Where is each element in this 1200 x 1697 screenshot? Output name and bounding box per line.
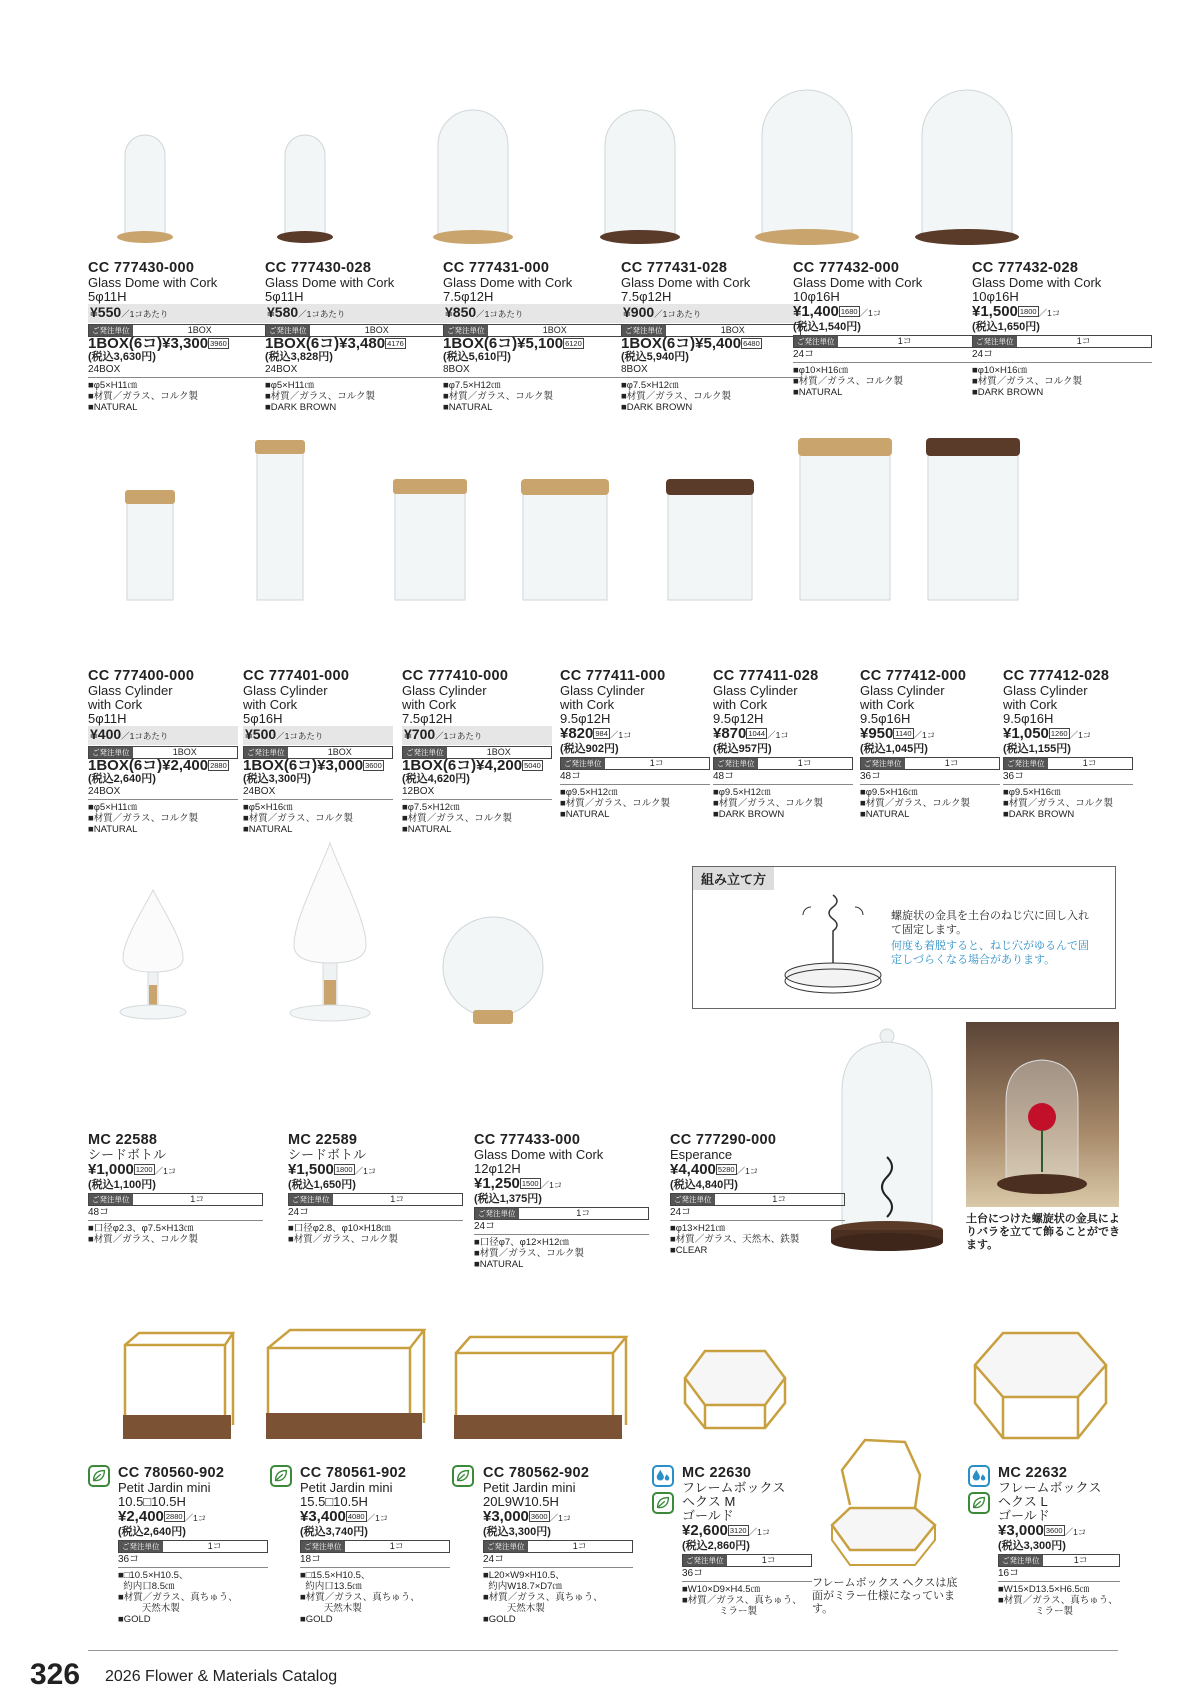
product-name: 7.5φ12H: [402, 711, 453, 726]
product-name: Petit Jardin mini: [118, 1480, 211, 1495]
catalog-title: 2026 Flower & Materials Catalog: [105, 1668, 338, 1685]
product-name: 5φ11H: [88, 289, 127, 304]
rose-caption: 土台につけた螺旋状の金具によりバラを立てて飾ることができます。: [966, 1213, 1120, 1251]
product-name: with Cork: [243, 697, 298, 712]
product-code: CC 777410-000: [402, 668, 509, 684]
case-quantity: 48コ: [88, 1207, 263, 1221]
case-quantity: 8BOX: [621, 364, 801, 378]
product-name: with Cork: [88, 697, 143, 712]
glass-dome-medium-brown-image: [585, 100, 695, 245]
product-code: CC 777432-000: [793, 260, 900, 276]
product-code: CC 780562-902: [483, 1465, 590, 1481]
product-code: CC 777431-000: [443, 260, 550, 276]
product-5: [972, 260, 1152, 398]
unit-price: ¥3,400 4080 ／1コ: [300, 1508, 389, 1525]
product-specs: ■φ9.5×H12㎝ ■材質／ガラス、コルク製 ■DARK BROWN: [713, 787, 824, 820]
case-quantity: 36コ: [118, 1554, 268, 1568]
tax-included-price: (税込3,828円): [265, 351, 333, 363]
product-10: [713, 668, 853, 820]
tax-included-price: (税込5,610円): [443, 351, 511, 363]
product-name: Esperance: [670, 1147, 733, 1162]
product-specs: ■W15×D13.5×H6.5㎝ ■材質／ガラス、真ちゅう、 ミラー製: [998, 1584, 1118, 1617]
tax-included-price: (税込4,840円): [670, 1179, 738, 1191]
order-unit: ご発注単位 1BOX: [443, 324, 623, 337]
case-quantity: 12BOX: [402, 786, 552, 800]
product-name: ゴールド: [998, 1508, 1050, 1523]
product-name: ゴールド: [682, 1508, 734, 1523]
product-specs: ■φ13×H21㎝ ■材質／ガラス、天然木、鉄製 ■CLEAR: [670, 1223, 800, 1256]
order-unit: ご発注単位 1コ: [560, 757, 710, 770]
tax-included-price: (税込5,940円): [621, 351, 689, 363]
tax-included-price: (税込3,300円): [998, 1540, 1066, 1552]
unit-price: ¥580／1コあたり: [265, 304, 445, 323]
product-9: [560, 668, 710, 820]
product-code: CC 777432-028: [972, 260, 1079, 276]
unit-price: ¥900／1コあたり: [621, 304, 801, 323]
product-specs: ■□10.5×H10.5、 約内口8.5㎝ ■材質／ガラス、真ちゅう、 天然木製 ■GOLD: [118, 1570, 238, 1625]
product-specs: ■φ7.5×H12㎝ ■材質／ガラス、コルク製 ■NATURAL: [402, 802, 513, 835]
product-11: [860, 668, 1000, 820]
product-code: CC 777412-028: [1003, 668, 1110, 684]
product-name: Glass Cylinder: [402, 683, 487, 698]
water-drop-icon: [652, 1465, 674, 1487]
case-quantity: 36コ: [1003, 771, 1133, 785]
footer-rule: [88, 1650, 1118, 1651]
product-name: 9.5φ12H: [713, 711, 764, 726]
unit-price: ¥3,000 3600 ／1コ: [483, 1508, 572, 1525]
product-name: 7.5φ12H: [443, 289, 494, 304]
glass-dome-large-brown-image: [902, 85, 1032, 245]
hex-box-l-image: [963, 1323, 1118, 1448]
order-unit: ご発注単位 1コ: [998, 1554, 1120, 1567]
glass-cylinder-1-image: [115, 485, 185, 605]
unit-price: ¥2,400 2880 ／1コ: [118, 1508, 207, 1525]
order-unit: ご発注単位 1コ: [670, 1193, 845, 1206]
unit-price: ¥700／1コあたり: [402, 726, 552, 745]
tax-included-price: (税込1,155円): [1003, 743, 1071, 755]
product-specs: ■口径φ7、φ12×H12㎝ ■材質／ガラス、コルク製 ■NATURAL: [474, 1237, 585, 1270]
assembly-text: 螺旋状の金具を土台のねじ穴に回し入れて固定します。: [891, 910, 1089, 936]
product-code: MC 22630: [682, 1465, 752, 1481]
glass-cylinder-5-image: [660, 475, 760, 605]
product-name: 5φ16H: [243, 711, 283, 726]
case-quantity: 16コ: [998, 1568, 1120, 1582]
order-unit: ご発注単位 1コ: [793, 335, 973, 348]
case-quantity: 24コ: [483, 1554, 633, 1568]
box-price: 1BOX(6コ)¥3,480 4176: [265, 335, 404, 352]
tax-included-price: (税込3,300円): [483, 1526, 551, 1538]
product-name: 9.5φ16H: [1003, 711, 1054, 726]
product-specs: ■φ10×H16㎝ ■材質／ガラス、コルク製 ■DARK BROWN: [972, 365, 1083, 398]
product-code: CC 777290-000: [670, 1132, 777, 1148]
product-name: Glass Dome with Cork: [474, 1147, 604, 1162]
unit-price: ¥1,500 1800 ／1コ: [288, 1161, 377, 1178]
glass-dome-small-natural-image: [100, 120, 190, 245]
tax-included-price: (税込957円): [713, 743, 772, 755]
product-7: [243, 668, 393, 835]
product-name: シードボトル: [88, 1147, 167, 1162]
product-17: [118, 1465, 268, 1625]
tax-included-price: (税込902円): [560, 743, 619, 755]
eco-leaf-icon: [968, 1492, 990, 1514]
unit-price: ¥550／1コあたり: [88, 304, 268, 323]
order-unit: ご発注単位 1BOX: [621, 324, 801, 337]
unit-price: ¥4,400 5280 ／1コ: [670, 1161, 759, 1178]
unit-price: ¥820 984 ／1コ: [560, 725, 632, 742]
product-name: Glass Cylinder: [713, 683, 798, 698]
product-specs: ■φ5×H16㎝ ■材質／ガラス、コルク製 ■NATURAL: [243, 802, 354, 835]
product-name: Glass Dome with Cork: [265, 275, 395, 290]
rose-dome-photo: [966, 1022, 1119, 1207]
order-unit: ご発注単位 1コ: [713, 757, 853, 770]
product-specs: ■φ7.5×H12㎝ ■材質／ガラス、コルク製 ■NATURAL: [443, 380, 554, 413]
case-quantity: 8BOX: [443, 364, 623, 378]
product-name: Glass Cylinder: [243, 683, 328, 698]
order-unit: ご発注単位 1BOX: [265, 324, 445, 337]
product-name: Glass Dome with Cork: [88, 275, 218, 290]
product-6: [88, 668, 238, 835]
product-name: Petit Jardin mini: [483, 1480, 576, 1495]
product-code: CC 777431-028: [621, 260, 728, 276]
product-code: CC 777433-000: [474, 1132, 581, 1148]
order-unit: ご発注単位 1コ: [860, 757, 1000, 770]
order-unit: ご発注単位 1コ: [483, 1540, 633, 1553]
product-2: [443, 260, 623, 413]
product-specs: ■□15.5×H10.5、 約内口13.5㎝ ■材質／ガラス、真ちゅう、 天然木製 ■GOLD: [300, 1570, 420, 1625]
tax-included-price: (税込2,860円): [682, 1540, 750, 1552]
product-19: [483, 1465, 633, 1625]
product-18: [300, 1465, 450, 1625]
product-code: CC 780560-902: [118, 1465, 225, 1481]
product-name: Glass Cylinder: [1003, 683, 1088, 698]
unit-price: ¥1,050 1260 ／1コ: [1003, 725, 1092, 742]
product-name: Glass Cylinder: [560, 683, 645, 698]
order-unit: ご発注単位 1BOX: [88, 324, 268, 337]
product-name: 15.5□10.5H: [300, 1494, 368, 1509]
case-quantity: 24BOX: [88, 786, 238, 800]
tax-included-price: (税込1,100円): [88, 1179, 156, 1191]
unit-price: ¥1,000 1200 ／1コ: [88, 1161, 177, 1178]
product-code: CC 777401-000: [243, 668, 350, 684]
product-name: 5φ11H: [88, 711, 127, 726]
product-specs: ■φ9.5×H16㎝ ■材質／ガラス、コルク製 ■DARK BROWN: [1003, 787, 1114, 820]
tax-included-price: (税込1,540円): [793, 321, 861, 333]
product-14: [288, 1132, 463, 1245]
order-unit: ご発注単位 1BOX: [88, 746, 238, 759]
case-quantity: 24コ: [793, 349, 973, 363]
product-name: シードボトル: [288, 1147, 367, 1162]
product-12: [1003, 668, 1133, 820]
product-specs: ■W10×D9×H4.5㎝ ■材質／ガラス、真ちゅう、 ミラー製: [682, 1584, 802, 1617]
unit-price: ¥1,500 1800 ／1コ: [972, 303, 1061, 320]
product-specs: ■φ9.5×H16㎝ ■材質／ガラス、コルク製 ■NATURAL: [860, 787, 971, 820]
order-unit: ご発注単位 1コ: [474, 1207, 649, 1220]
tax-included-price: (税込1,650円): [288, 1179, 356, 1191]
case-quantity: 48コ: [560, 771, 710, 785]
product-name: フレームボックス: [682, 1480, 786, 1495]
box-price: 1BOX(6コ)¥3,000 3600: [243, 757, 382, 774]
hex-caption: フレームボックス ヘクスは底面がミラー仕様になっています。: [812, 1577, 958, 1615]
product-code: MC 22589: [288, 1132, 358, 1148]
case-quantity: 48コ: [713, 771, 853, 785]
product-name: with Cork: [860, 697, 915, 712]
product-name: Glass Dome with Cork: [793, 275, 923, 290]
case-quantity: 24コ: [288, 1207, 463, 1221]
product-code: CC 777400-000: [88, 668, 195, 684]
tax-included-price: (税込3,740円): [300, 1526, 368, 1538]
glass-dome-large-natural-image: [742, 85, 872, 245]
box-price: 1BOX(6コ)¥2,400 2880: [88, 757, 227, 774]
unit-price: ¥870 1044 ／1コ: [713, 725, 789, 742]
product-name: フレームボックス: [998, 1480, 1102, 1495]
product-code: CC 780561-902: [300, 1465, 407, 1481]
product-name: 5φ11H: [265, 289, 304, 304]
assembly-warning: 何度も着脱すると、ねじ穴がゆるんで固定しづらくなる場合があります。: [891, 940, 1089, 966]
product-specs: ■φ9.5×H12㎝ ■材質／ガラス、コルク製 ■NATURAL: [560, 787, 671, 820]
order-unit: ご発注単位 1コ: [682, 1554, 812, 1567]
glass-cylinder-4-image: [515, 475, 615, 605]
order-unit: ご発注単位 1BOX: [402, 746, 552, 759]
product-name: Glass Dome with Cork: [443, 275, 573, 290]
case-quantity: 36コ: [860, 771, 1000, 785]
product-1: [265, 260, 445, 413]
product-name: 20L9W10.5H: [483, 1494, 559, 1509]
product-specs: ■口径φ2.3、φ7.5×H13㎝ ■材質／ガラス、コルク製: [88, 1223, 199, 1245]
tax-included-price: (税込1,045円): [860, 743, 928, 755]
water-drop-icon: [968, 1465, 990, 1487]
product-name: with Cork: [402, 697, 457, 712]
unit-price: ¥950 1140 ／1コ: [860, 725, 936, 742]
product-name: 10φ16H: [972, 289, 1019, 304]
petit-jardin-medium-image: [260, 1318, 430, 1445]
case-quantity: 18コ: [300, 1554, 450, 1568]
product-21: [998, 1465, 1120, 1617]
glass-cylinder-3-image: [385, 475, 475, 605]
unit-price: ¥2,600 3120 ／1コ: [682, 1522, 771, 1539]
eco-leaf-icon: [652, 1492, 674, 1514]
product-code: MC 22588: [88, 1132, 158, 1148]
eco-leaf-icon: [270, 1465, 292, 1487]
product-name: 10.5□10.5H: [118, 1494, 186, 1509]
case-quantity: 24コ: [972, 349, 1152, 363]
product-name: with Cork: [713, 697, 768, 712]
product-specs: ■口径φ2.8、φ10×H18㎝ ■材質／ガラス、コルク製: [288, 1223, 399, 1245]
glass-dome-small-brown-image: [260, 120, 350, 245]
product-name: with Cork: [560, 697, 615, 712]
tax-included-price: (税込2,640円): [118, 1526, 186, 1538]
tax-included-price: (税込4,620円): [402, 773, 470, 785]
product-3: [621, 260, 801, 413]
product-code: CC 777430-000: [88, 260, 195, 276]
tax-included-price: (税込1,650円): [972, 321, 1040, 333]
case-quantity: 24BOX: [88, 364, 268, 378]
order-unit: ご発注単位 1コ: [1003, 757, 1133, 770]
product-name: 10φ16H: [793, 289, 840, 304]
product-name: Glass Cylinder: [860, 683, 945, 698]
order-unit: ご発注単位 1コ: [300, 1540, 450, 1553]
glass-cylinder-6-image: [790, 435, 900, 605]
hex-box-open-image: [820, 1430, 945, 1570]
unit-price: ¥3,000 3600 ／1コ: [998, 1522, 1087, 1539]
assembly-diagram-icon: [773, 885, 893, 1005]
product-13: [88, 1132, 263, 1245]
petit-jardin-long-image: [448, 1325, 633, 1445]
tax-included-price: (税込3,300円): [243, 773, 311, 785]
case-quantity: 36コ: [682, 1568, 812, 1582]
product-16: [670, 1132, 845, 1256]
product-code: MC 22632: [998, 1465, 1068, 1481]
box-price: 1BOX(6コ)¥3,300 3960: [88, 335, 227, 352]
product-name: 9.5φ12H: [560, 711, 611, 726]
order-unit: ご発注単位 1コ: [288, 1193, 463, 1206]
tax-included-price: (税込3,630円): [88, 351, 156, 363]
product-specs: ■φ7.5×H12㎝ ■材質／ガラス、コルク製 ■DARK BROWN: [621, 380, 732, 413]
seed-bottle-large-image: [280, 835, 380, 1025]
product-name: with Cork: [1003, 697, 1058, 712]
hex-box-m-image: [675, 1343, 795, 1433]
order-unit: ご発注単位 1コ: [118, 1540, 268, 1553]
product-code: CC 777430-028: [265, 260, 372, 276]
product-20: [682, 1465, 812, 1617]
product-code: CC 777411-028: [713, 668, 819, 684]
assembly-title: 組み立て方: [693, 867, 774, 890]
unit-price: ¥400／1コあたり: [88, 726, 238, 745]
product-name: Glass Dome with Cork: [621, 275, 751, 290]
unit-price: ¥1,250 1500 ／1コ: [474, 1175, 563, 1192]
glass-globe-image: [438, 915, 548, 1030]
product-name: ヘクス M: [682, 1494, 736, 1509]
glass-cylinder-2-image: [245, 435, 315, 605]
product-name: 9.5φ16H: [860, 711, 911, 726]
product-specs: ■φ5×H11㎝ ■材質／ガラス、コルク製 ■DARK BROWN: [265, 380, 376, 413]
tax-included-price: (税込2,640円): [88, 773, 156, 785]
eco-leaf-icon: [88, 1465, 110, 1487]
product-name: Petit Jardin mini: [300, 1480, 393, 1495]
eco-leaf-icon: [452, 1465, 474, 1487]
product-name: Glass Dome with Cork: [972, 275, 1102, 290]
product-15: [474, 1132, 649, 1270]
product-specs: ■φ5×H11㎝ ■材質／ガラス、コルク製 ■NATURAL: [88, 802, 199, 835]
assembly-instructions-box: [692, 866, 1116, 1009]
product-name: ヘクス L: [998, 1494, 1048, 1509]
product-name: Glass Cylinder: [88, 683, 173, 698]
order-unit: ご発注単位 1BOX: [243, 746, 393, 759]
case-quantity: 24コ: [474, 1221, 649, 1235]
unit-price: ¥850／1コあたり: [443, 304, 623, 323]
seed-bottle-small-image: [108, 880, 198, 1025]
product-4: [793, 260, 973, 398]
glass-cylinder-7-image: [918, 435, 1028, 605]
product-specs: ■φ5×H11㎝ ■材質／ガラス、コルク製 ■NATURAL: [88, 380, 199, 413]
box-price: 1BOX(6コ)¥5,400 6480: [621, 335, 760, 352]
case-quantity: 24コ: [670, 1207, 845, 1221]
product-0: [88, 260, 268, 413]
product-code: CC 777411-000: [560, 668, 666, 684]
unit-price: ¥500／1コあたり: [243, 726, 393, 745]
product-name: 12φ12H: [474, 1161, 521, 1176]
product-8: [402, 668, 552, 835]
order-unit: ご発注単位 1コ: [972, 335, 1152, 348]
product-code: CC 777412-000: [860, 668, 967, 684]
product-specs: ■φ10×H16㎝ ■材質／ガラス、コルク製 ■NATURAL: [793, 365, 904, 398]
product-name: 7.5φ12H: [621, 289, 672, 304]
case-quantity: 24BOX: [243, 786, 393, 800]
box-price: 1BOX(6コ)¥5,100 6120: [443, 335, 582, 352]
product-specs: ■L20×W9×H10.5、 約内W18.7×D7㎝ ■材質／ガラス、真ちゅう、 天然木製 ■GOLD: [483, 1570, 603, 1625]
tax-included-price: (税込1,375円): [474, 1193, 542, 1205]
unit-price: ¥1,400 1680 ／1コ: [793, 303, 882, 320]
page-number: 326: [30, 1658, 81, 1691]
glass-dome-medium-natural-image: [418, 100, 528, 245]
order-unit: ご発注単位 1コ: [88, 1193, 263, 1206]
case-quantity: 24BOX: [265, 364, 445, 378]
petit-jardin-small-image: [115, 1325, 235, 1445]
box-price: 1BOX(6コ)¥4,200 5040: [402, 757, 541, 774]
